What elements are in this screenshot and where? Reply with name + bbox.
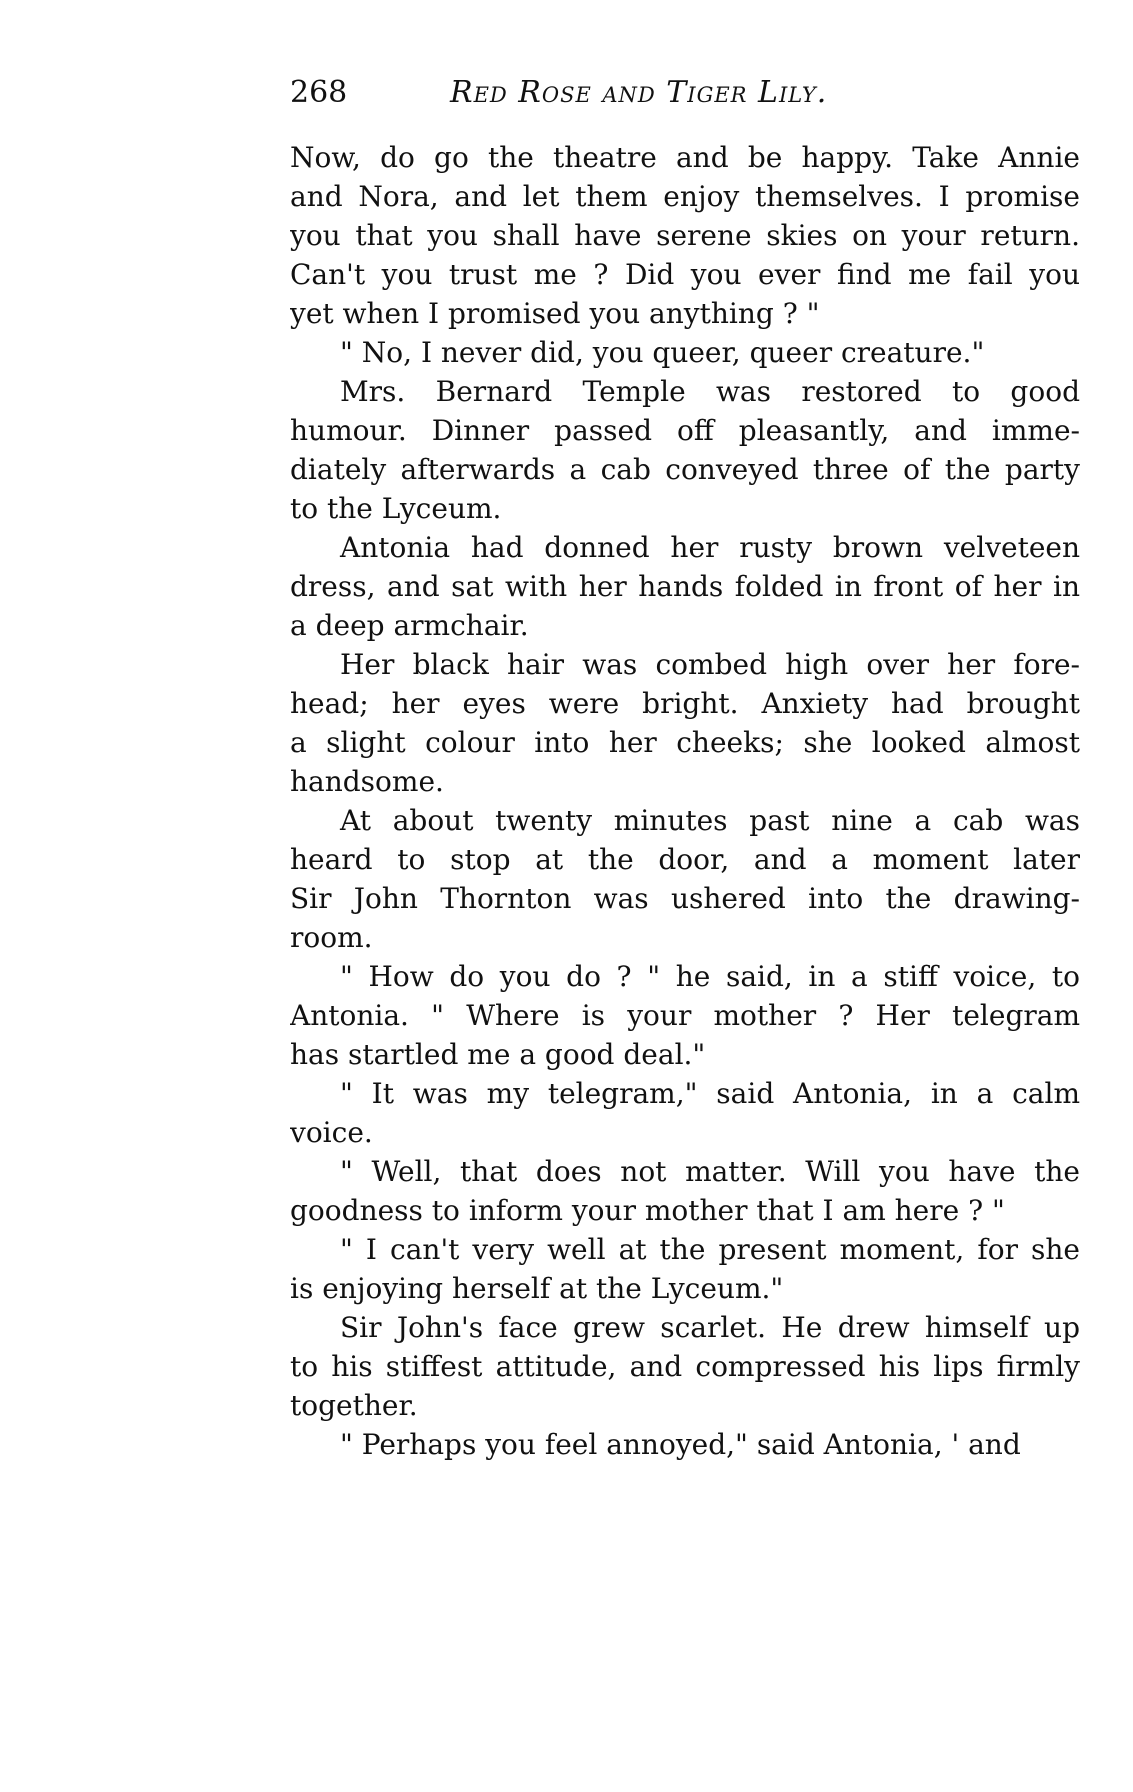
text-line: yet when I promised you anything ? "	[290, 297, 820, 330]
paragraph	[290, 372, 1080, 528]
paragraph	[290, 1308, 1080, 1425]
text-line: Antonia had donned her rusty brown velveteen	[340, 531, 1080, 564]
paragraph	[290, 957, 1080, 1074]
text-line: " Well, that does not matter. Will you have the	[340, 1155, 1080, 1188]
paragraph	[290, 801, 1080, 957]
paragraph	[290, 1425, 1080, 1464]
paragraph	[290, 333, 1080, 372]
text-line: has startled me a good deal."	[290, 1038, 706, 1071]
paragraph	[290, 1152, 1080, 1230]
text-line: diately afterwards a cab conveyed three of the party	[290, 453, 1080, 486]
paragraph	[290, 645, 1080, 801]
text-line: a slight colour into her cheeks; she looked almost	[290, 726, 1080, 759]
text-line: together.	[290, 1389, 418, 1422]
paragraph	[290, 138, 1080, 333]
text-line: room.	[290, 921, 373, 954]
text-line: goodness to inform your mother that I am here ? "	[290, 1194, 1005, 1227]
text-line: is enjoying herself at the Lyceum."	[290, 1272, 784, 1305]
text-line: Can't you trust me ? Did you ever find me fail you	[290, 258, 1080, 291]
text-line: Now, do go the theatre and be happy. Take Annie	[290, 141, 1080, 174]
text-line: Sir John's face grew scarlet. He drew himself up	[340, 1311, 1080, 1344]
text-line: Her black hair was combed high over her fore-	[340, 648, 1080, 681]
text-line: dress, and sat with her hands folded in front of her in	[290, 570, 1080, 603]
text-line: handsome.	[290, 765, 444, 798]
paragraph	[290, 528, 1080, 645]
text-line: Sir John Thornton was ushered into the drawing-	[290, 882, 1080, 915]
paragraph	[290, 1230, 1080, 1308]
text-line: Mrs. Bernard Temple was restored to good	[340, 375, 1080, 408]
body-text	[290, 138, 1080, 1464]
text-line: voice.	[290, 1116, 373, 1149]
text-line: heard to stop at the door, and a moment later	[290, 843, 1080, 876]
running-title: Red Rose and Tiger Lily.	[450, 75, 828, 110]
text-line: " It was my telegram," said Antonia, in a calm	[340, 1077, 1080, 1110]
page-header	[290, 72, 1080, 114]
text-line: humour. Dinner passed off pleasantly, and imme-	[290, 414, 1080, 447]
text-line: At about twenty minutes past nine a cab was	[340, 804, 1080, 837]
text-line: " No, I never did, you queer, queer creature."	[340, 336, 985, 369]
text-line: you that you shall have serene skies on your return.	[290, 219, 1080, 252]
text-line: " I can't very well at the present moment, for she	[340, 1233, 1080, 1266]
paragraph	[290, 1074, 1080, 1152]
text-line: Antonia. " Where is your mother ? Her telegram	[290, 999, 1080, 1032]
text-line: and Nora, and let them enjoy themselves. I promise	[290, 180, 1080, 213]
text-line: to the Lyceum.	[290, 492, 502, 525]
text-line: " How do you do ? " he said, in a stiff voice, to	[340, 960, 1080, 993]
text-line: head; her eyes were bright. Anxiety had brought	[290, 687, 1080, 720]
page-number: 268	[290, 75, 348, 110]
text-line: " Perhaps you feel annoyed," said Antonia, ' and	[340, 1428, 1021, 1461]
text-line: a deep armchair.	[290, 609, 529, 642]
text-line: to his stiffest attitude, and compressed his lips firmly	[290, 1350, 1080, 1383]
